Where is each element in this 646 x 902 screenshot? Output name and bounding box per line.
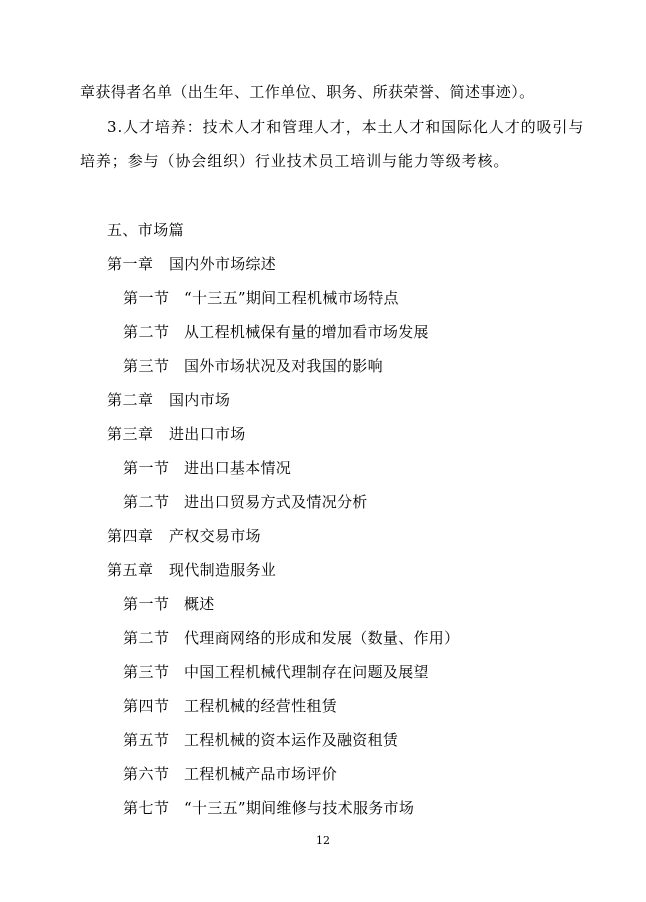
toc-section bbox=[123, 288, 399, 308]
toc-chapter bbox=[107, 526, 261, 546]
toc-section bbox=[123, 764, 338, 784]
toc-title: 从工程机械保有量的增加看市场发展 bbox=[184, 323, 429, 341]
toc-number: 第一节 bbox=[123, 289, 170, 307]
toc-title: 进出口基本情况 bbox=[184, 459, 292, 477]
toc-section bbox=[123, 696, 338, 716]
toc-section bbox=[123, 492, 368, 512]
toc-number: 第二节 bbox=[123, 629, 170, 647]
toc-number: 第一节 bbox=[123, 595, 170, 613]
toc-title: 工程机械的资本运作及融资租赁 bbox=[184, 731, 399, 749]
toc-number: 第一章 bbox=[107, 255, 154, 273]
toc-title: 国内市场 bbox=[169, 391, 231, 409]
toc-number: 第三节 bbox=[123, 357, 170, 375]
toc-chapter bbox=[107, 560, 277, 580]
toc-title: 产权交易市场 bbox=[169, 527, 261, 545]
toc-title: “十三五”期间工程机械市场特点 bbox=[184, 289, 399, 307]
toc-section bbox=[123, 594, 215, 614]
toc-number: 第五章 bbox=[107, 561, 154, 579]
toc-title: 工程机械产品市场评价 bbox=[184, 765, 338, 783]
toc-chapter bbox=[107, 390, 231, 410]
toc-section bbox=[123, 458, 292, 478]
toc-section bbox=[123, 662, 429, 682]
toc-title: 代理商网络的形成和发展（数量、作用） bbox=[184, 629, 460, 647]
toc-section bbox=[123, 730, 399, 750]
toc-number: 第二章 bbox=[107, 391, 154, 409]
toc-title: 进出口市场 bbox=[169, 425, 246, 443]
toc-number: 第五节 bbox=[123, 731, 170, 749]
toc-title: 中国工程机械代理制存在问题及展望 bbox=[184, 663, 429, 681]
toc-number: 第六节 bbox=[123, 765, 170, 783]
toc-number: 第四章 bbox=[107, 527, 154, 545]
paragraph-continuation: 章获得者名单（出生年、工作单位、职务、所获荣誉、简述事迹）。 bbox=[80, 83, 535, 101]
toc-section bbox=[123, 322, 429, 342]
paragraph-talent-line2: 培养；参与（协会组织）行业技术员工培训与能力等级考核。 bbox=[80, 152, 510, 170]
toc-number: 第三节 bbox=[123, 663, 170, 681]
toc-title: 现代制造服务业 bbox=[169, 561, 277, 579]
toc-section bbox=[123, 798, 415, 818]
toc-number: 第二节 bbox=[123, 323, 170, 341]
toc-section bbox=[123, 356, 383, 376]
toc-number: 第二节 bbox=[123, 493, 170, 511]
toc-number: 第四节 bbox=[123, 697, 170, 715]
toc-title: 国内外市场综述 bbox=[169, 255, 277, 273]
toc-title: 概述 bbox=[184, 595, 215, 613]
toc-number: 第七节 bbox=[123, 799, 170, 817]
toc-chapter bbox=[107, 424, 246, 444]
toc-number: 第一节 bbox=[123, 459, 170, 477]
toc-section bbox=[123, 628, 460, 648]
section-title: 五、市场篇 bbox=[107, 221, 185, 239]
paragraph-talent-line1: 3.人才培养：技术人才和管理人才，本土人才和国际化人才的吸引与 bbox=[107, 118, 585, 136]
toc-number: 第三章 bbox=[107, 425, 154, 443]
toc-title: 进出口贸易方式及情况分析 bbox=[184, 493, 368, 511]
page-number: 12 bbox=[316, 834, 330, 847]
toc-chapter bbox=[107, 254, 277, 274]
toc-title: “十三五”期间维修与技术服务市场 bbox=[184, 799, 415, 817]
toc-title: 国外市场状况及对我国的影响 bbox=[184, 357, 383, 375]
toc-title: 工程机械的经营性租赁 bbox=[184, 697, 338, 715]
